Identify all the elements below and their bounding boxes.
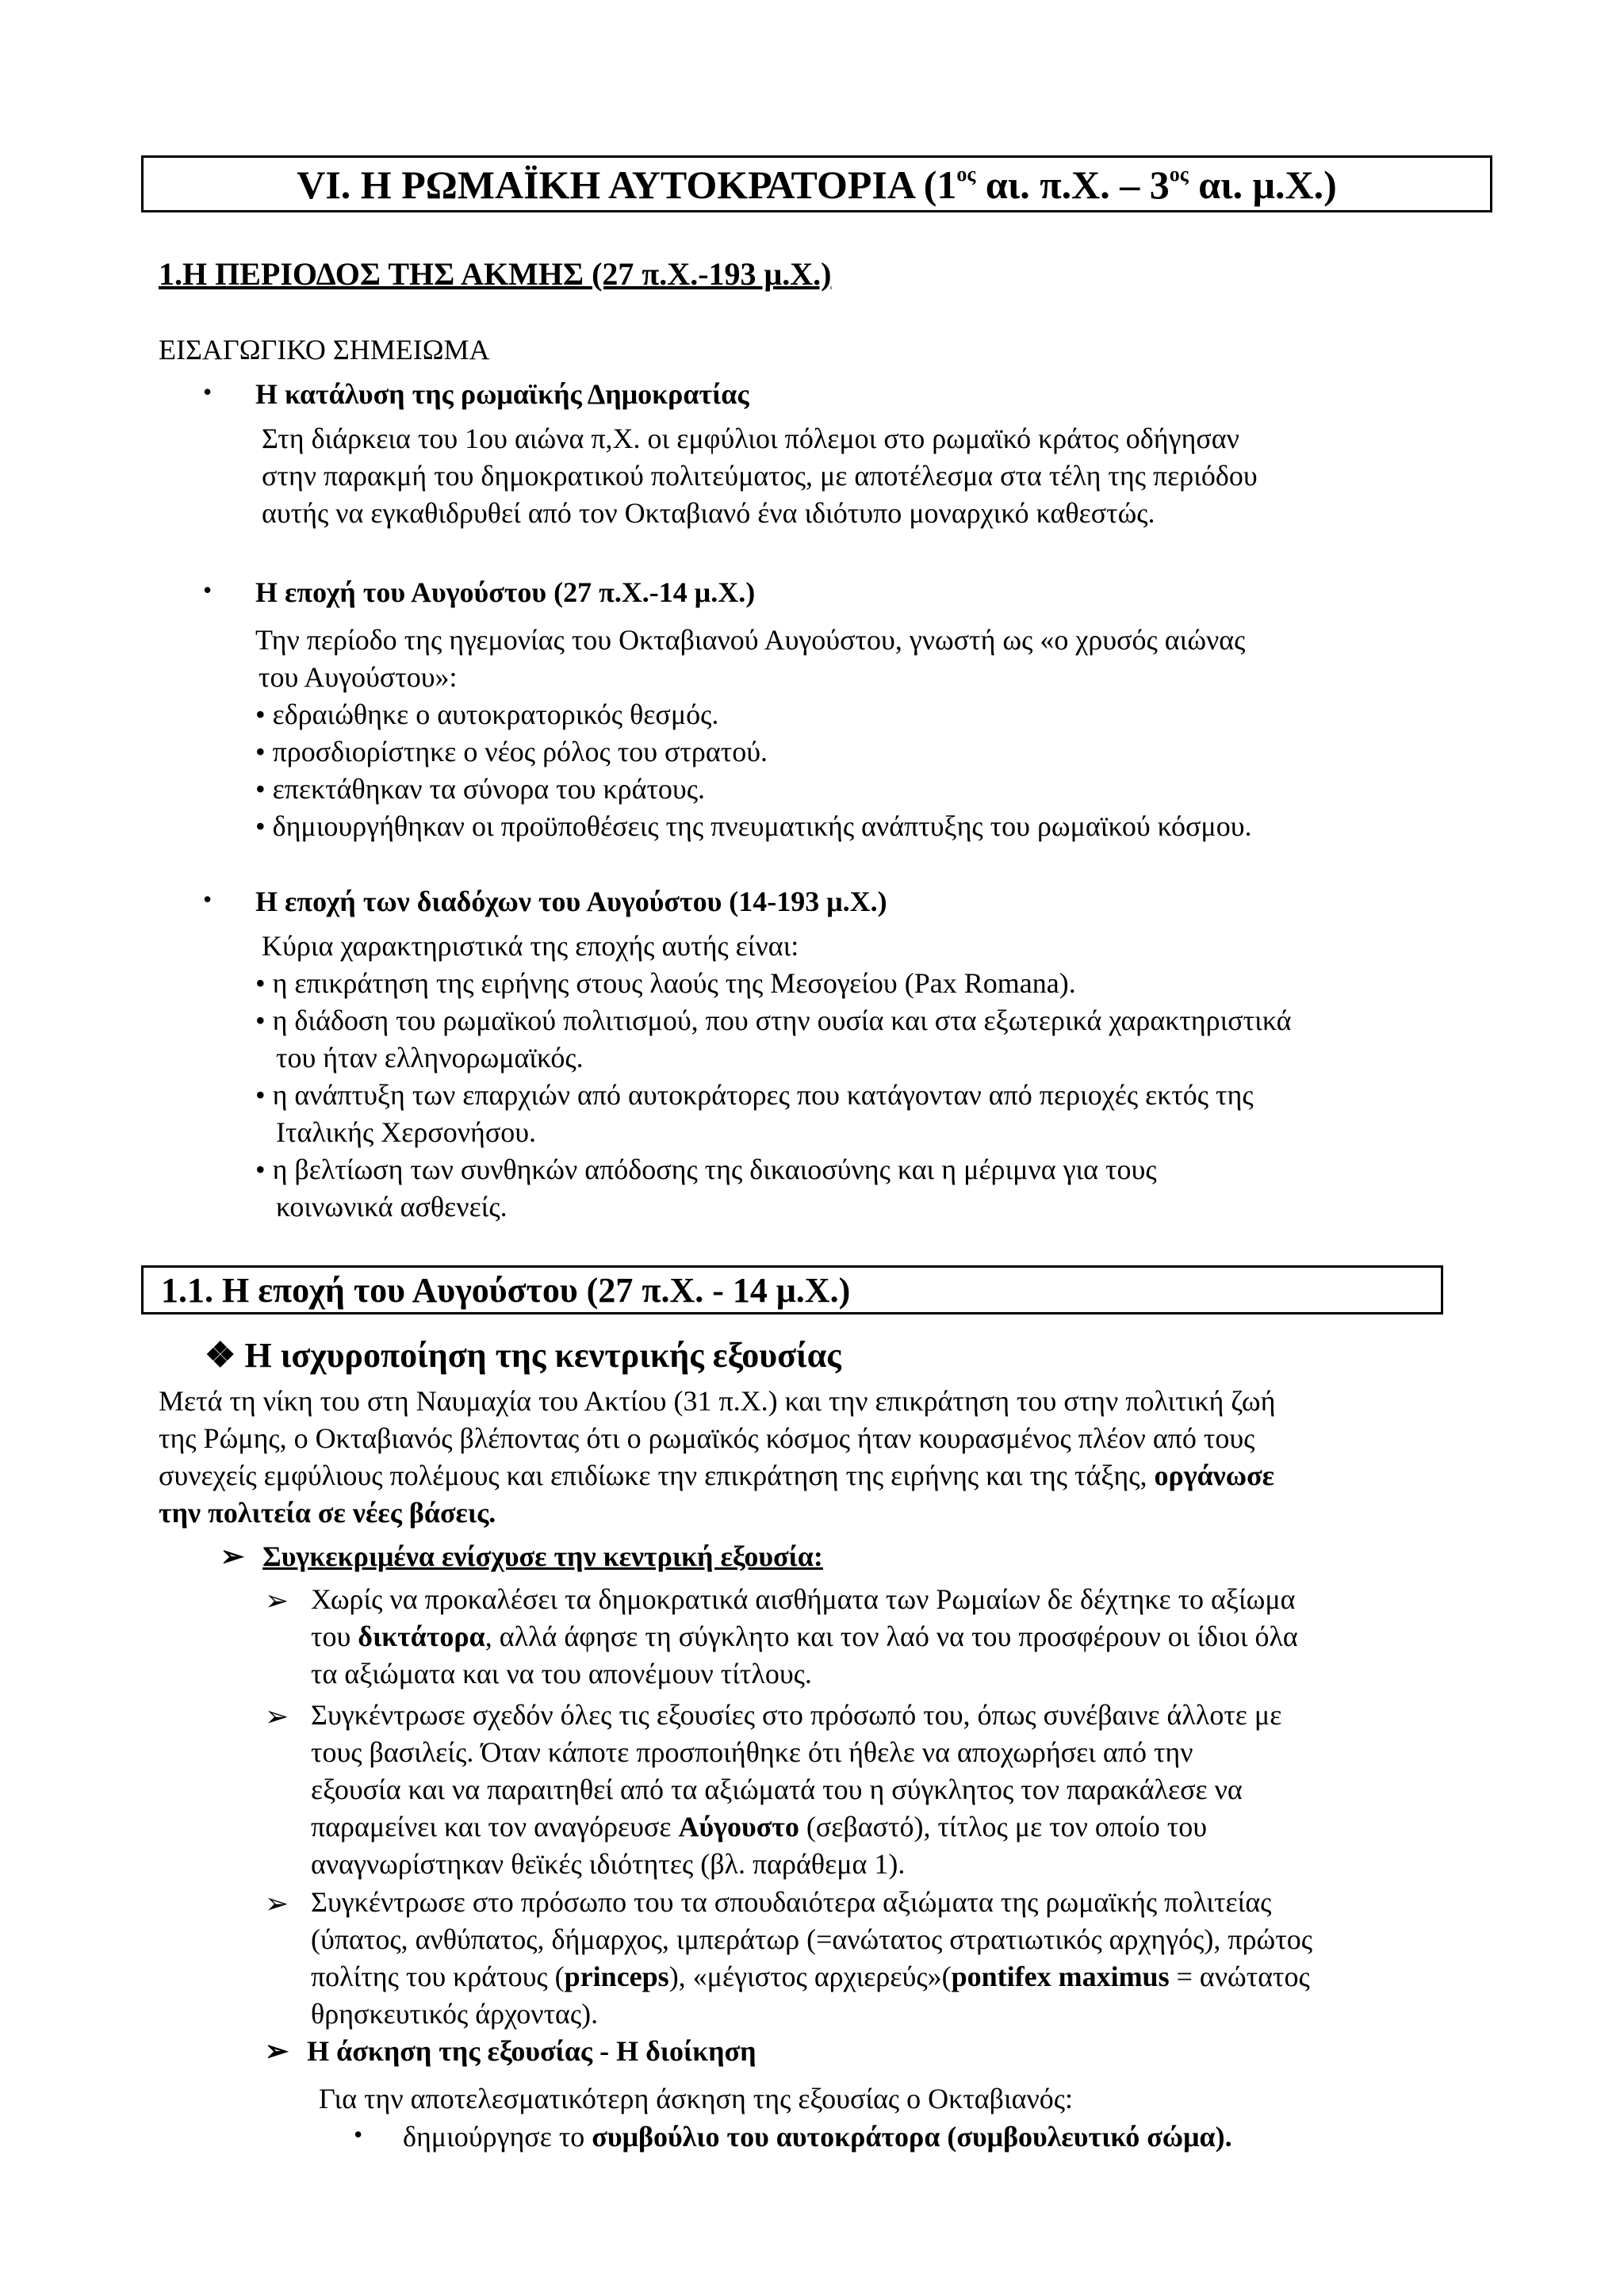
last-item: δημιούργησε το συμβούλιο του αυτοκράτορα (συμβουλευτικό σώμα). xyxy=(403,2121,1232,2152)
diamond-bullet-icon: ❖ xyxy=(205,1336,236,1375)
b1-line: Στη διάρκεια του 1ου αιώνα π,Χ. οι εμφύλιοι πόλεμοι στο ρωμαϊκό κράτος οδήγησαν xyxy=(262,423,1239,454)
bullet-icon: • xyxy=(203,885,213,913)
para-1: Μετά τη νίκη του στη Ναυμαχία του Ακτίου (31 π.Χ.) και την επικράτηση του στην πολιτική ζωή της Ρώμης, ο Οκταβιανός βλέποντας ότι ο ρωμαϊκός κόσμος ήταν κουρασμένος πλέον από τους συνεχείς εμφύλιους πολέμους και επιδίωκε την επικράτηση της ειρήνης και της τάξης, οργάνωσε την πολιτεία σε νέες βάσεις. xyxy=(159,1385,1276,1529)
arrow-bullet-icon: ➢ xyxy=(265,1585,289,1617)
b3-list-item-cont: Ιταλικής Χερσονήσου. xyxy=(276,1116,537,1148)
arrow-item-2: Συγκέντρωσε σχεδόν όλες τις εξουσίες στο πρόσωπό του, όπως συνέβαινε άλλοτε με τους βασιλείς. Όταν κάποτε προσποιήθηκε ότι ήθελε να αποχωρήσει από την εξουσία και να παραιτηθεί από τα αξιώματά του η σύγκλητος τον παρακάλεσε να παραμείνει και τον αναγόρευσε Αύγουστο (σεβαστό), τίτλος με τον οποίο του αναγνωρίστηκαν θεϊκές ιδιότητες (βλ. παράθεμα 1). xyxy=(311,1699,1282,1880)
b3-text xyxy=(255,928,1445,1226)
title-sup-1: ος xyxy=(956,163,976,186)
arrow-item-1: Χωρίς να προκαλέσει τα δημοκρατικά αισθήματα των Ρωμαίων δε δέχτηκε το αξίωμα του δικτάτορα, αλλά άφησε τη σύγκλητο και τον λαό να του προσφέρουν οι ίδιοι όλα τα αξιώματα και να του απονέμουν τίτλους. xyxy=(311,1583,1298,1689)
arrow-bullet-icon: ➢ xyxy=(265,2035,289,2067)
b1-text xyxy=(262,420,1411,532)
b1-line: αυτής να εγκαθιδρυθεί από τον Οκταβιανό ένα ιδιότυπο μοναρχικό καθεστώς. xyxy=(262,497,1155,529)
chapter-title xyxy=(141,155,1492,212)
b3-intro: Κύρια χαρακτηριστικά της εποχής αυτής είναι: xyxy=(262,930,799,962)
small-bullet-icon: • xyxy=(255,967,266,999)
b2-line: Την περίοδο της ηγεμονίας του Οκταβιανού Αυγούστου, γνωστή ως «ο χρυσός αιώνας xyxy=(255,624,1246,656)
b3-list-item: • η διάδοση του ρωμαϊκού πολιτισμού, που στην ουσία και στα εξωτερικά χαρακτηριστικά xyxy=(255,1004,1292,1036)
small-bullet-icon: • xyxy=(255,1079,266,1111)
small-bullet-icon: • xyxy=(255,736,266,767)
arrow-bullet-icon: ➢ xyxy=(220,1540,245,1572)
sub3-intro: Για την αποτελεσματικότερη άσκηση της εξουσίας ο Οκταβιανός: xyxy=(319,2083,1074,2114)
b3-list-item-cont: του ήταν ελληνορωμαϊκός. xyxy=(276,1042,584,1073)
b3-heading: Η εποχή των διαδόχων του Αυγούστου (14-193 μ.Χ.) xyxy=(255,886,887,917)
small-bullet-icon: • xyxy=(255,1004,266,1036)
arrow-item-3: Συγκέντρωσε στο πρόσωπο του τα σπουδαιότερα αξιώματα της ρωμαϊκής πολιτείας (ύπατος, ανθύπατος, δήμαρχος, ιμπεράτωρ (=ανώτατος στρατιωτικός αρχηγός), πρώτος πολίτης του κράτους (princeps), «μέγιστος αρχιερεύς»(pontifex maximus = ανώτατος θρησκευτικός άρχοντας). xyxy=(311,1886,1312,2030)
small-bullet-icon: • xyxy=(255,810,266,842)
small-bullet-icon: • xyxy=(255,1154,266,1185)
sub3-heading: ➢ Η άσκηση της εξουσίας - Η διοίκηση xyxy=(265,2035,756,2067)
sub1-heading: ❖ Η ισχυροποίηση της κεντρικής εξουσίας xyxy=(205,1336,841,1375)
b2-heading: Η εποχή του Αυγούστου (27 π.Χ.-14 μ.Χ.) xyxy=(255,576,756,608)
b3-list-item: • η βελτίωση των συνθηκών απόδοσης της δικαιοσύνης και η μέριμνα για τους xyxy=(255,1154,1157,1185)
b2-list-item: • εδραιώθηκε ο αυτοκρατορικός θεσμός. xyxy=(255,698,719,730)
title-suffix: αι. μ.Χ.) xyxy=(1188,163,1337,207)
b2-text xyxy=(255,622,1445,845)
title-prefix: VI. Η ΡΩΜΑΪΚΗ ΑΥΤΟΚΡΑΤΟΡΙΑ (1 xyxy=(297,163,957,207)
b1-heading: Η κατάλυση της ρωμαϊκής Δημοκρατίας xyxy=(255,378,749,410)
b1-line: στην παρακμή του δημοκρατικού πολιτεύματος, με αποτέλεσμα στα τέλη της περιόδου xyxy=(262,460,1258,492)
b3-list-item: • η επικράτηση της ειρήνης στους λαούς της Μεσογείου (Pax Romana). xyxy=(255,967,1076,999)
small-bullet-icon: • xyxy=(255,773,266,805)
small-bullet-icon: • xyxy=(255,698,266,730)
b3-list-item: • η ανάπτυξη των επαρχιών από αυτοκράτορες που κατάγονταν από περιοχές εκτός της xyxy=(255,1079,1254,1111)
title-sup-2: ος xyxy=(1169,163,1189,186)
b2-list-item: • επεκτάθηκαν τα σύνορα του κράτους. xyxy=(255,773,705,805)
b2-list-item: • δημιουργήθηκαν οι προϋποθέσεις της πνευματικής ανάπτυξης του ρωμαϊκού κόσμου. xyxy=(255,810,1252,842)
bullet-icon: • xyxy=(354,2120,363,2149)
b2-list-item: • προσδιορίστηκε ο νέος ρόλος του στρατού. xyxy=(255,736,768,767)
section-1-heading: 1.Η ΠΕΡΙΟΔΟΣ ΤΗΣ ΑΚΜΗΣ (27 π.Χ.-193 μ.Χ.) xyxy=(159,256,832,292)
arrow-bullet-icon: ➢ xyxy=(265,1888,289,1919)
b2-line: του Αυγούστου»: xyxy=(259,661,458,693)
sub2-heading: ➢ Συγκεκριμένα ενίσχυσε την κεντρική εξουσία: xyxy=(220,1540,823,1572)
bullet-icon: • xyxy=(203,576,213,604)
title-middle: αι. π.Χ. – 3 xyxy=(975,163,1170,207)
arrow-bullet-icon: ➢ xyxy=(265,1701,289,1732)
intro-label: ΕΙΣΑΓΩΓΙΚΟ ΣΗΜΕΙΩΜΑ xyxy=(159,334,490,365)
bullet-icon: • xyxy=(203,377,213,406)
section-1-1-heading: 1.1. Η εποχή του Αυγούστου (27 π.Χ. - 14 μ.Χ.) xyxy=(141,1265,1443,1314)
b3-list-item-cont: κοινωνικά ασθενείς. xyxy=(276,1191,508,1223)
